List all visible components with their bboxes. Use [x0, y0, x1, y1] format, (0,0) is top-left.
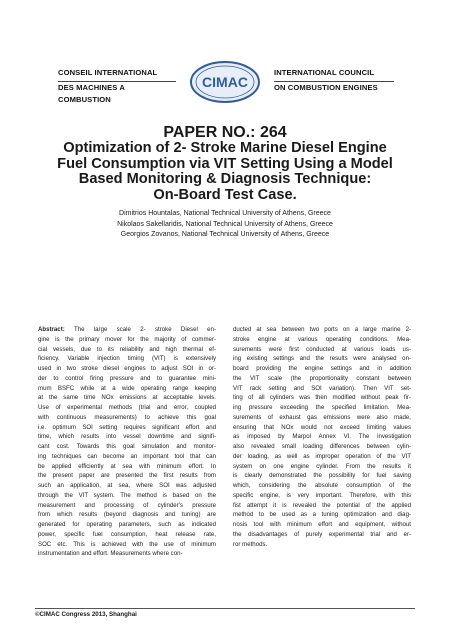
author: Georgios Zovanos, National Technical University of Athens, Greece [120, 231, 330, 238]
abstract-line: stroke engine at various operating conditions. Mea- [233, 335, 411, 343]
abstract-line: surements were first conducted at various loads us- [233, 345, 411, 353]
abstract-line: ing existing settings and the results were analysed on- [233, 355, 411, 363]
abstract-line: with continuous measurements) to achieve this goal [38, 413, 216, 421]
title-line: On-Board Test Case. [153, 186, 297, 203]
paper-number: PAPER NO.: 264 [163, 124, 287, 141]
abstract-heading: Abstract: [38, 326, 65, 333]
abstract-line: specific engine, is very important. Therefore, with this [233, 491, 411, 499]
title-line: Fuel Consumption via VIT Setting Using a Model [57, 155, 393, 172]
abstract-line: power, specific fuel consumption, heat release rate, [38, 530, 216, 538]
header-left-line2: DES MACHINES A COMBUSTION [58, 83, 125, 104]
author: Nikolaos Sakellaridis, National Technical University of Athens, Greece [117, 220, 333, 228]
abstract-line: cial vessels, due to its reliability and high thermal ef- [38, 345, 216, 353]
abstract-line: ducted at sea between two ports on a large marine 2- [233, 326, 411, 333]
abstract-line: through the VIT system. The method is based on the [38, 491, 216, 499]
abstract-line: ensuring that NOx would not exceed limiting values [233, 423, 411, 431]
abstract-line: board providing the engine settings and in addition [233, 365, 411, 372]
paper-title [30, 141, 420, 203]
logo-text: CIMAC [202, 74, 248, 90]
abstract-line: also revealed small loading differences between cylin- [233, 443, 411, 450]
abstract-line: system on one engine cylinder. From the results it [233, 462, 411, 470]
abstract-line [38, 325, 216, 335]
abstract-line: the disadvantages of purely experimental trial and er- [233, 530, 411, 538]
abstract-line: ting of all cylinders was then modified without peak fir- [233, 394, 411, 402]
header-right-line1: INTERNATIONAL COUNCIL [274, 68, 375, 77]
abstract-line: method to be used as a tuning optimization and diag- [233, 511, 411, 519]
abstract-line: which, considering the absolute consumption of the [233, 482, 411, 489]
abstract-line: measurement and processing of cylinder's pressure [38, 501, 216, 509]
abstract-line: used in two stroke diesel engines to adjust SOI in or- [38, 365, 216, 372]
abstract-line: ing techniques can become an important tool that can [38, 452, 216, 460]
abstract-line: at the same time NOx emissions at acceptable levels. [38, 394, 216, 402]
abstract-line: ficiency. Variable injection timing (VIT) is extensively [38, 355, 216, 363]
footer-divider [35, 608, 415, 609]
abstract-line: such an application, at sea, where SOI was adjusted [38, 482, 216, 489]
author: Dimitrios Hountalas, National Technical University of Athens, Greece [119, 210, 331, 217]
abstract-line: is clearly demonstrated the possibility for fuel saving [233, 472, 411, 480]
abstract-line: ing pressure exceeding the specified limitation. Mea- [233, 404, 411, 411]
abstract-right-column [233, 325, 411, 549]
abstract-line: as imposed by Marpol Annex VI. The investigation [233, 433, 411, 441]
abstract-line: from which results (beyond diagnosis and tuning) are [38, 511, 216, 519]
abstract-line: the VIT scale (the proportionality constant between [233, 374, 411, 382]
abstract-line: der to control firing pressure and to guarantee mini- [38, 374, 216, 382]
footer [35, 608, 415, 618]
abstract-line: ror methods. [233, 540, 268, 548]
abstract-line: der loading, as well as improper operation of the VIT [233, 452, 411, 460]
abstract-first-line: The large scale 2- stroke Diesel en- [64, 326, 216, 333]
abstract-line: generated for operating parameters, such as indicated [38, 521, 216, 528]
abstract-line: the present paper are presented the first results from [38, 472, 216, 480]
abstract-line: be applied efficiently at sea with minimum effort. In [38, 462, 216, 470]
abstract-line: instrumentation and effort. Measurements where con- [38, 550, 183, 558]
abstract-line: Use of experimental methods (trial and error, coupled [38, 404, 216, 411]
abstract-line: mum BSFC while at a wide operating range keeping [38, 384, 216, 392]
header-left [58, 67, 176, 106]
header-right [274, 67, 394, 94]
header-left-line1: CONSEIL INTERNATIONAL [58, 68, 158, 77]
header-right-line2: ON COMBUSTION ENGINES [274, 83, 378, 92]
abstract-line: cant cost. Towards this goal simulation and monitor- [38, 443, 216, 450]
abstract-line: SOC etc. This is achieved with the use of minimum [38, 540, 216, 548]
abstract-line: i.e. optimum SOI setting requires significant effort and [38, 423, 216, 431]
abstract-line: VIT rack setting and SOI variation). Then VIT set- [233, 384, 411, 392]
abstract-left-column [38, 325, 216, 559]
abstract-line: time, which results into vessel downtime and signifi- [38, 433, 216, 441]
abstract-line: nosis tool with minimum effort and equipment, without [233, 521, 411, 528]
footer-copyright: ©CIMAC Congress 2013, Shanghai [35, 611, 137, 618]
author-list [40, 209, 410, 241]
title-line: Based Monitoring & Diagnosis Technique: [78, 171, 372, 188]
abstract-line: surements of exhaust gas emissions were also made, [233, 413, 411, 421]
abstract-line: gine is the primary mover for the majority of commer- [38, 335, 216, 343]
abstract-line: fist attempt it is revealed the potential of the applied [233, 501, 411, 509]
title-line: Optimization of 2- Stroke Marine Diesel Engine [63, 140, 387, 156]
cimac-logo [189, 60, 261, 104]
